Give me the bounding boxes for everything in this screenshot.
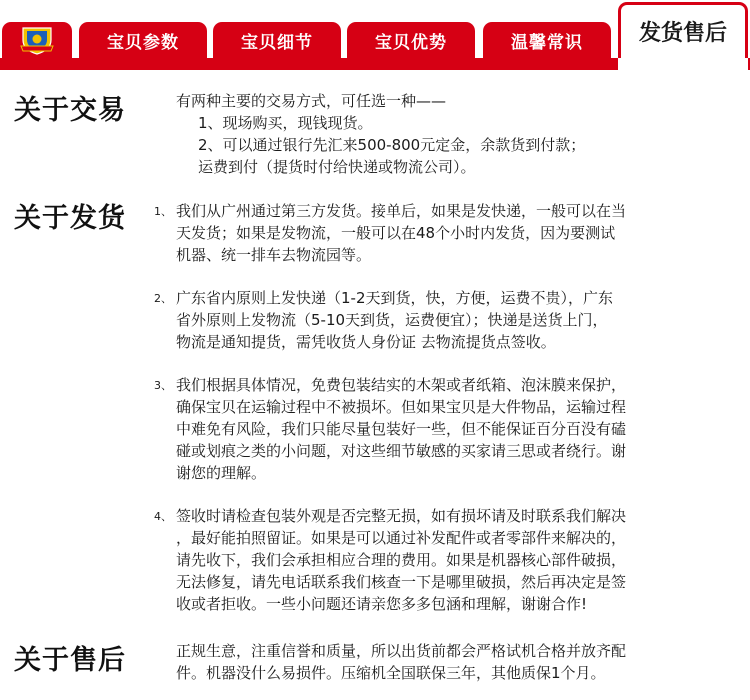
aftersale-line: 正规生意，注重信誉和质量，所以出货前都会严格试机合格并放齐配 [176, 642, 627, 660]
item-number: 4、 [154, 510, 172, 523]
trade-text [176, 90, 585, 178]
aftersale-text [176, 640, 626, 684]
tab-logo[interactable] [2, 22, 72, 58]
shipping-line: 收或者拒收。一些小问题还请亲您多多包涵和理解，谢谢合作! [176, 595, 588, 613]
tab-product-details[interactable] [213, 22, 341, 58]
shield-crest-icon [20, 25, 54, 55]
tab-label: 温馨常识 [511, 32, 583, 53]
tab-product-advantages[interactable] [347, 22, 475, 58]
shipping-item [176, 287, 613, 353]
shipping-line: 省外原则上发物流（5-10天到货，运费便宜）；快递是送货上门， [176, 311, 608, 329]
shipping-line: 碰或划痕之类的小问题，对这些细节敏感的买家请三思或者绕行。谢 [176, 442, 627, 460]
tab-label: 宝贝优势 [375, 32, 447, 53]
tab-product-params[interactable] [79, 22, 207, 58]
shipping-line: 确保宝贝在运输过程中不被损坏。但如果宝贝是大件物品，运输过程 [176, 398, 627, 416]
shipping-item [176, 374, 626, 484]
trade-line: 2、可以通过银行先汇来500-800元定金，余款货到付款； [198, 136, 586, 154]
shipping-line: 机器、统一排车去物流园等。 [176, 246, 372, 264]
shipping-line: 签收时请检查包装外观是否完整无损，如有损坏请及时联系我们解决 [176, 507, 627, 525]
aftersale-line: 件。机器没什么易损件。压缩机全国联保三年，其他质保1个月。 [176, 664, 606, 682]
tab-bar [0, 0, 750, 70]
section-title-trade: 关于交易 [14, 95, 126, 126]
tab-label: 宝贝参数 [107, 32, 179, 53]
shipping-line: 请先收下，我们会承担相应合理的费用。如果是机器核心部件破损， [176, 551, 627, 569]
shipping-line: 我们从广州通过第三方发货。接单后，如果是发快递，一般可以在当 [176, 202, 627, 220]
tab-label: 发货售后 [638, 21, 727, 46]
trade-line: 有两种主要的交易方式，可任选一种—— [176, 92, 447, 110]
shipping-item [176, 505, 626, 615]
trade-line: 1、现场购买，现钱现货。 [198, 114, 373, 132]
shipping-line: ，最好能拍照留证。如果是可以通过补发配件或者零部件来解决的， [176, 529, 627, 547]
shipping-line: 谢您的理解。 [176, 464, 267, 482]
tab-tips[interactable] [483, 22, 611, 58]
item-number: 2、 [154, 292, 172, 305]
item-number: 1、 [154, 205, 172, 218]
shipping-line: 无法修复，请先电话联系我们核查一下是哪里破损，然后再决定是签 [176, 573, 627, 591]
shipping-line: 我们根据具体情况，免费包装结实的木架或者纸箱、泡沫膜来保护， [176, 376, 627, 394]
tab-shipping-aftersale[interactable] [618, 2, 748, 58]
shipping-line: 中难免有风险，我们只能尽量包装好一些，但不能保证百分百没有磕 [176, 420, 627, 438]
shipping-line: 广东省内原则上发快递（1-2天到货，快，方便，运费不贵），广东 [176, 289, 614, 307]
shipping-line: 天发货；如果是发物流，一般可以在48个小时内发货，因为要测试 [176, 224, 616, 242]
shipping-line: 物流是通知提货，需凭收货人身份证 去物流提货点签收。 [176, 333, 556, 351]
item-number: 3、 [154, 379, 172, 392]
section-title-shipping: 关于发货 [14, 203, 126, 234]
shipping-item [176, 200, 626, 266]
trade-line: 运费到付（提货时付给快递或物流公司）。 [198, 158, 476, 176]
tab-label: 宝贝细节 [241, 32, 313, 53]
section-title-aftersale: 关于售后 [14, 645, 126, 676]
